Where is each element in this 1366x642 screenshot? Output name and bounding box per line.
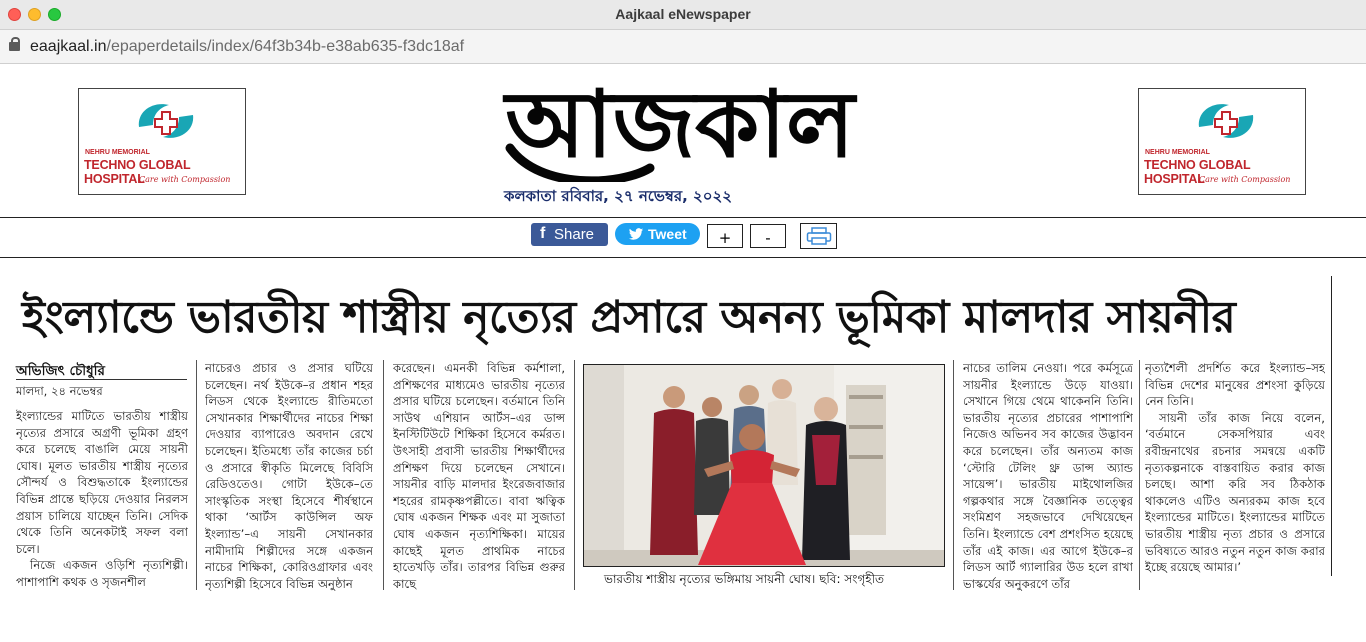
column-divider: [196, 360, 197, 590]
zoom-out-button[interactable]: -: [750, 224, 786, 248]
byline-divider: [16, 379, 187, 380]
ad-tagline: Care with Compassion: [1199, 175, 1291, 184]
address-bar[interactable]: [0, 30, 1366, 64]
lock-icon: [9, 42, 20, 51]
hospital-ad-right[interactable]: [1138, 88, 1306, 195]
print-button[interactable]: [800, 223, 837, 249]
article-column-4: [963, 360, 1133, 592]
ad-small-text: NEHRU MEMORIAL: [85, 149, 150, 156]
article-column-1: [16, 408, 188, 592]
dancers-photo: [584, 365, 945, 567]
facebook-icon: f: [540, 225, 546, 242]
photo-caption: ভারতীয় শাস্ত্রীয় নৃত্যের ভঙ্গিমায় সায়নী ঘোষ। ছবি: সংগৃহীত: [604, 572, 885, 586]
window-title: Aajkaal eNewspaper: [615, 6, 751, 22]
placeline: মালদা, ২৪ নভেম্বর: [16, 384, 103, 398]
tweet-label: Tweet: [648, 226, 687, 242]
column-divider: [1139, 360, 1140, 590]
article-column-2: [205, 360, 373, 592]
ad-hospital-name: TECHNO GLOBAL HOSPITAL: [1144, 158, 1251, 186]
article-column-3: [393, 360, 565, 592]
aajkaal-logo: [480, 78, 880, 182]
article-column-5: [1145, 360, 1325, 592]
logo-text: আজকাল: [505, 78, 855, 178]
column-paragraph: নাচেরও প্রচার ও প্রসার ঘটিয়ে চলেছেন। নর্থ ইউকে–র প্রধান শহর লিডস থেকে ইংল্যান্ডে রীতিমতো সেখানকার শিক্ষার্থীদের নাচের শিক্ষা দেওয়ার ব্যাপারেও অবদান রেখে চলেছেন। ইতিমধ্যে তাঁর কাজের চর্চা ও প্রসারে স্বীকৃতি মিলেছে বিবিসি রেডিওতেও। গোটা ইউকে–তে সাংস্কৃতিক সংস্থা হিসেবে শীর্ষস্থানে থাকা ‘আর্টস কাউন্সিল অফ ইংল্যান্ড’–এ সায়নী সেখানকার নামীদামি শিল্পীদের সঙ্গে একজন নাচের শিক্ষিকা, কোরিওগ্রাফার এবং নৃত্যশিল্পী হিসেবে বিভিন্ন অনুষ্ঠান: [205, 361, 373, 591]
article-photo[interactable]: [583, 364, 945, 567]
zoom-in-button[interactable]: +: [707, 224, 743, 248]
column-paragraph: সায়নী তাঁর কাজ নিয়ে বলেন, ‘বর্তমানে সেকসপিয়ার এবং রবীন্দ্রনাথের রচনার সমন্বয়ে একটি নৃত্যকল্পনাকে বাস্তবায়িত করার কাজ চলছে। আশা করি সব ঠিকঠাক থাকলেও এটিও অন্যরকম কাজ হবে ইংল্যান্ডের মাটিতে। ইংল্যান্ডের মাটিতে ভারতীয় শাস্ত্রীয় নৃত্য প্রচার ও প্রসারে ভবিষ্যতে আরও নতুন নতুন কাজ করার ইচ্ছে রয়েছে আমার।’: [1145, 410, 1325, 575]
hospital-ad-left[interactable]: [78, 88, 246, 195]
toolbar-top-divider: [0, 217, 1366, 218]
share-label: Share: [554, 226, 595, 243]
url-text[interactable]: [30, 38, 464, 56]
byline: অভিজিৎ চৌধুরি: [16, 363, 105, 379]
hospital-logo-icon: [131, 97, 201, 145]
column-paragraph: নৃত্যশৈলী প্রদর্শিত করে ইংল্যান্ড–সহ বিভিন্ন দেশের মানুষের প্রশংসা কুড়িয়ে নেন তিনি।: [1145, 361, 1325, 409]
window-titlebar: [0, 0, 1366, 30]
column-paragraph: করেছেন। এমনকী বিভিন্ন কর্মশালা, প্রশিক্ষণের মাধ্যমেও ভারতীয় নৃত্যের প্রসার ঘটিয়ে চলেছেন। বর্তমানে তিনি সাউথ এশিয়ান আর্টস–এর ডান্স ইনস্টিটিউটে শিক্ষিকা হিসেবে কর্মরত। উৎসাহী প্রবাসী ভারতীয় শিক্ষার্থীদের প্রশিক্ষণ দিয়ে চলেছেন সেখানে। সায়নীর বাড়ি মালদার ইংরেজবাজার শহরের রামকৃষ্ণপল্লীতে। বাবা ঋত্বিক ঘোষ একজন শিক্ষক এবং মা সুজাতা ঘোষ একজন নৃত্যশিক্ষিকা। মায়ের কাছেই মূলত প্রাথমিক নাচের হাতেখড়ি তাঁর। তারপর বিভিন্ন গুরুর কাছে: [393, 361, 565, 591]
dateline: কলকাতা রবিবার, ২৭ নভেম্বর, ২০২২: [504, 187, 733, 205]
ad-tagline: Care with Compassion: [139, 175, 231, 184]
hospital-logo-icon: [1191, 97, 1261, 145]
column-paragraph: ইংল্যান্ডের মাটিতে ভারতীয় শাস্ত্রীয় নৃত্যের প্রসারে অগ্রণী ভূমিকা গ্রহণ করে চলেছে বাঙালি মেয়ে সায়নী ঘোষ। মূলত ভারতীয় শাস্ত্রীয় নৃত্যের সৌন্দর্য ও বিশুদ্ধতাকে ইংল্যান্ডের বিভিন্ন প্রান্তে ছড়িয়ে দেওয়ার নিরলস প্রয়াস চালিয়ে যাচ্ছেন তিনি। সেদিক থেকে তিনি অনেকটাই সফল বলা চলে।: [16, 409, 188, 556]
toolbar-bottom-divider: [0, 257, 1366, 258]
url-host: eaajkaal.in: [30, 38, 107, 55]
url-path: /epaperdetails/index/64f3b34b-e38ab635-f3dc18af: [106, 38, 465, 55]
facebook-share-button[interactable]: [531, 223, 608, 246]
page-right-border: [1331, 276, 1332, 576]
ad-hospital-name: TECHNO GLOBAL HOSPITAL: [84, 158, 191, 186]
column-divider: [383, 360, 384, 590]
tweet-button[interactable]: [615, 223, 700, 245]
printer-icon: [806, 227, 832, 245]
twitter-bird-icon: [628, 228, 644, 241]
article-headline: ইংল্যান্ডে ভারতীয় শাস্ত্রীয় নৃত্যের প্রসারে অনন্য ভূমিকা মালদার সায়নীর: [22, 292, 1236, 343]
column-paragraph: নাচের তালিম নেওয়া। পরে কর্মসূত্রে সায়নীর ইংল্যান্ডে উড়ে যাওয়া। সেখানে গিয়ে থেমে থাকেননি তিনি। ভারতীয় নৃত্যের প্রচারের পাশাপাশি নিজেও অভিনব সব কাজের উদ্ভাবন করে চলেছেন। তাঁর অন্যতম কাজ ‘স্টোরি টেলিং থ্রু ডান্স অ্যান্ড সায়েন্স’। ভারতীয় মাইথোলজির গল্পকথার সঙ্গে বৈজ্ঞানিক তত্ত্বের সংমিশ্রণ সহজভাবে দেখিয়েছেন তিনি। ইংল্যান্ডে বেশ প্রশংসিত হয়েছে তাঁর এই কাজ। এর আগে ইউকে–র লিডস আর্ট গ্যালারির উড হলে রাখা ভাস্কর্যের অনুকরণে তাঁর: [963, 361, 1133, 591]
column-divider: [953, 360, 954, 590]
column-paragraph: নিজে একজন ওড়িশি নৃত্যশিল্পী। পাশাপাশি কথক ও সৃজনশীল: [16, 558, 188, 589]
ad-small-text: NEHRU MEMORIAL: [1145, 149, 1210, 156]
column-divider: [574, 360, 575, 590]
